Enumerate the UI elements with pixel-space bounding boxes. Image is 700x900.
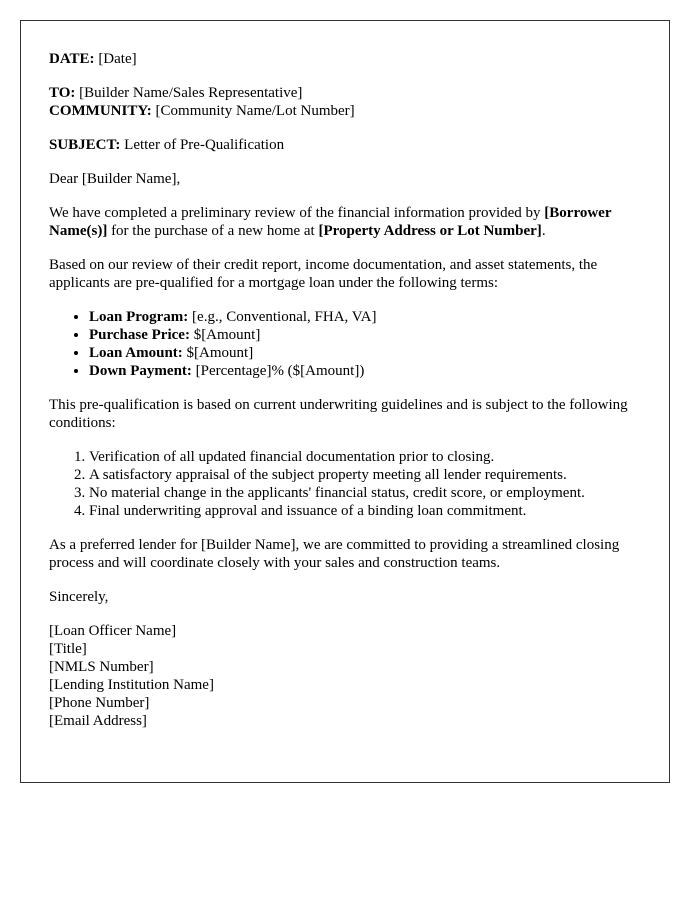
email-address: [Email Address]	[49, 713, 147, 729]
list-item-condition: 4. Final underwriting approval and issuance of a binding loan commitment.	[89, 502, 649, 520]
list-item-condition: 1. Verification of all updated financial documentation prior to closing.	[89, 448, 649, 466]
borrower-name: [Borrower Name(s)]	[49, 205, 612, 239]
loan-terms-list	[49, 308, 649, 380]
intro-text-1: We have completed a preliminary review of the financial information provided by	[49, 205, 541, 221]
review-paragraph: Based on our review of their credit report, income documentation, and asset statements, the applicants are pre-qualified for a mortgage loan under the following terms:	[49, 257, 598, 291]
list-item-down-payment	[89, 362, 649, 380]
recipient-block	[49, 84, 649, 120]
institution-name: [Lending Institution Name]	[49, 677, 214, 693]
term-label: Purchase Price:	[89, 327, 190, 343]
community-value: [Community Name/Lot Number]	[155, 103, 355, 119]
list-item-loan-program	[89, 308, 649, 326]
term-value: [e.g., Conventional, FHA, VA]	[192, 309, 377, 325]
letter	[20, 20, 670, 783]
term-label: Loan Amount:	[89, 345, 183, 361]
to-line	[49, 84, 649, 102]
signoff: Sincerely,	[49, 589, 109, 605]
subject-value: Letter of Pre-Qualification	[124, 137, 285, 153]
nmls-number: [NMLS Number]	[49, 659, 154, 675]
subject-block	[49, 136, 649, 154]
closing-paragraph: As a preferred lender for [Builder Name], we are committed to providing a streamlined closing process and will coordinate closely with your sales and construction teams.	[49, 537, 620, 571]
to-label: TO:	[49, 85, 76, 101]
list-item-loan-amount	[89, 344, 649, 362]
term-value: [Percentage]% ($[Amount])	[195, 363, 365, 379]
term-label: Loan Program:	[89, 309, 189, 325]
term-value: $[Amount]	[186, 345, 254, 361]
term-value: $[Amount]	[193, 327, 261, 343]
officer-title: [Title]	[49, 641, 87, 657]
list-item-condition: 3. No material change in the applicants' financial status, credit score, or employment.	[89, 484, 649, 502]
conditions-intro: This pre-qualification is based on current underwriting guidelines and is subject to the following conditions:	[49, 397, 628, 431]
phone-number: [Phone Number]	[49, 695, 150, 711]
list-item-condition: 2. A satisfactory appraisal of the subject property meeting all lender requirements.	[89, 466, 649, 484]
date-label: DATE:	[49, 51, 95, 67]
officer-name: [Loan Officer Name]	[49, 623, 177, 639]
intro-paragraph	[49, 204, 649, 240]
intro-text-3: .	[541, 223, 546, 239]
property-address: [Property Address or Lot Number]	[318, 223, 542, 239]
date-value: [Date]	[98, 51, 137, 67]
date-block	[49, 50, 649, 68]
conditions-list	[49, 448, 649, 520]
subject-label: SUBJECT:	[49, 137, 121, 153]
to-value: [Builder Name/Sales Representative]	[79, 85, 303, 101]
intro-text-2: for the purchase of a new home at	[111, 223, 315, 239]
greeting: Dear [Builder Name],	[49, 171, 181, 187]
community-label: COMMUNITY:	[49, 103, 152, 119]
signature-block	[49, 622, 649, 730]
term-label: Down Payment:	[89, 363, 192, 379]
community-line	[49, 102, 649, 120]
list-item-purchase-price	[89, 326, 649, 344]
